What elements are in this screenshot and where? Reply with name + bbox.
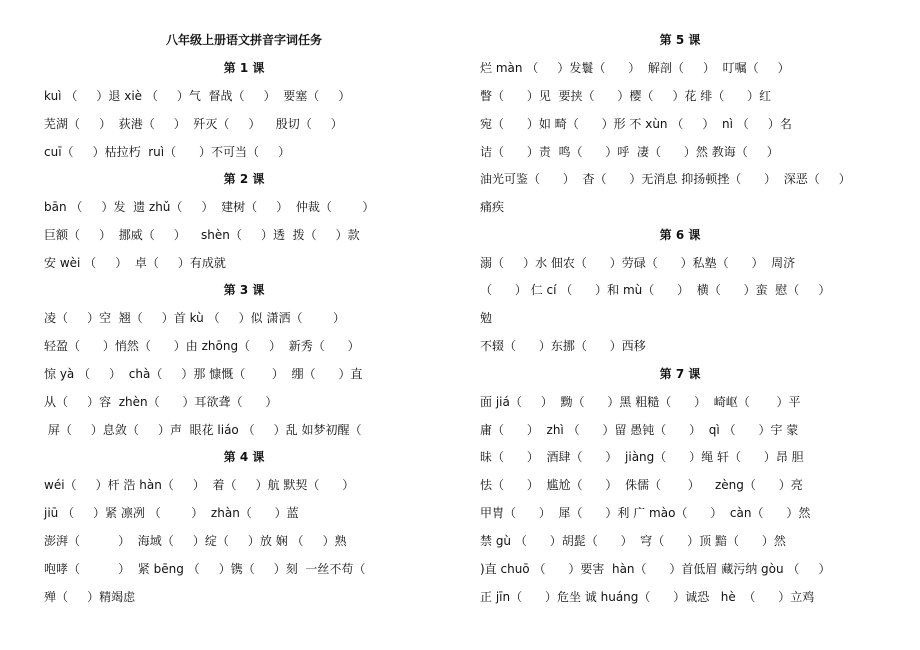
lesson-2-line-1: bān （ ）发 遗 zhǔ（ ） 建树（ ） 仲裁（ ） <box>44 200 375 214</box>
lesson-7-line-1: 面 jiá（ ） 黝（ ）黑 粗糙（ ） 崎岖（ ）平 <box>480 395 801 409</box>
lesson-7-line-5: 甲胄（ ） 犀（ ）利 广 mào（ ） càn（ ）然 <box>480 506 811 520</box>
lesson-7-line-7: )直 chuō （ ）要害 hàn（ ）首低眉 藏污纳 gòu （ ） <box>480 562 831 576</box>
lesson-2-line-2: 巨额（ ） 挪威（ ） shèn（ ）透 拨（ ）款 <box>44 228 360 242</box>
lesson-4-line-2: jiū （ ）紧 凛冽 （ ） zhàn（ ）蓝 <box>44 506 299 520</box>
lesson-6-line-3: 勉 <box>480 311 493 325</box>
lesson-3-line-1: 凌（ ）空 翘（ ）首 kù （ ）似 潇洒（ ） <box>44 311 345 325</box>
lesson-6-heading: 第 6 课 <box>659 228 701 242</box>
lesson-5-line-6: 痛疾 <box>480 200 505 214</box>
lesson-3-line-4: 从（ ）容 zhèn（ ）耳欲聋（ ） <box>44 395 278 409</box>
lesson-4-line-3: 澎湃（ ） 海域（ ）绽（ ）放 娴 （ ）熟 <box>44 534 347 548</box>
lesson-3-line-3: 惊 yà （ ） chà（ ）那 慷慨（ ） 绷（ ）直 <box>44 367 363 381</box>
page-title: 八年级上册语文拼音字词任务 <box>165 33 322 47</box>
lesson-3-heading: 第 3 课 <box>223 283 265 297</box>
lesson-1-line-1: kuì （ ）退 xiè （ ）气 督战（ ） 要塞（ ） <box>44 89 351 103</box>
lesson-2-line-3: 安 wèi （ ） 卓（ ）有成就 <box>44 256 226 270</box>
lesson-6-line-2: （ ） 仁 cí （ ）和 mù（ ） 横（ ）蛮 慰（ ） <box>480 283 831 297</box>
lesson-5-line-5: 油光可鉴（ ） 杳（ ）无消息 抑扬顿挫（ ） 深恶（ ） <box>480 172 851 186</box>
lesson-5-line-2: 瞥（ ）见 要挟（ ）樱（ ）花 绯（ ）红 <box>480 89 772 103</box>
lesson-7-line-8: 正 jīn（ ）危坐 诚 huáng（ ）诚恐 hè （ ）立鸡 <box>480 590 815 604</box>
lesson-7-line-2: 庸（ ） zhì （ ）留 愚钝（ ） qì （ ）宇 蒙 <box>480 423 799 437</box>
lesson-7-heading: 第 7 课 <box>659 367 701 381</box>
lesson-1-line-3: cuī（ ）枯拉朽 ruì（ ）不可当（ ） <box>44 145 291 159</box>
lesson-1-heading: 第 1 课 <box>223 61 265 75</box>
lesson-5-heading: 第 5 课 <box>659 33 701 47</box>
lesson-4-line-5: 殚（ ）精竭虑 <box>44 590 136 604</box>
lesson-4-line-1: wéi（ ）杆 浩 hàn（ ） 着（ ）航 默契（ ） <box>44 478 355 492</box>
lesson-3-line-5: 屏（ ）息敛（ ）声 眼花 liáo （ ）乱 如梦初醒（ <box>44 423 362 437</box>
lesson-4-line-4: 咆哮（ ） 紧 bēng （ ）镌（ ）刻 一丝不苟（ <box>44 562 366 576</box>
lesson-5-line-3: 宛（ ）如 畸（ ）形 不 xùn （ ） nì （ ）名 <box>480 117 792 131</box>
lesson-7-line-6: 禁 gù （ ）胡髭（ ） 穹（ ）顶 黯（ ）然 <box>480 534 786 548</box>
lesson-6-line-1: 溺（ ）水 佃农（ ）劳碌（ ）私塾（ ） 周济 <box>480 256 796 270</box>
lesson-4-heading: 第 4 课 <box>223 450 265 464</box>
lesson-3-line-2: 轻盈（ ）悄然（ ）由 zhōng（ ） 新秀（ ） <box>44 339 360 353</box>
lesson-2-heading: 第 2 课 <box>223 172 265 186</box>
lesson-7-line-4: 怯（ ） 尴尬（ ） 侏儒（ ） zèng（ ）亮 <box>480 478 803 492</box>
lesson-5-line-4: 诘（ ）责 鸣（ ）呼 凄（ ）然 教诲（ ） <box>480 145 779 159</box>
lesson-5-line-1: 烂 màn （ ）发鬟（ ） 解剖（ ） 叮嘱（ ） <box>480 61 790 75</box>
lesson-1-line-2: 芜湖（ ） 荻港（ ） 歼灭（ ） 殷切（ ） <box>44 117 343 131</box>
lesson-6-line-4: 不辍（ ）东挪（ ）西移 <box>480 339 646 353</box>
lesson-7-line-3: 昧（ ） 酒肆（ ） jiàng（ ）绳 轩（ ）昂 胆 <box>480 450 804 464</box>
